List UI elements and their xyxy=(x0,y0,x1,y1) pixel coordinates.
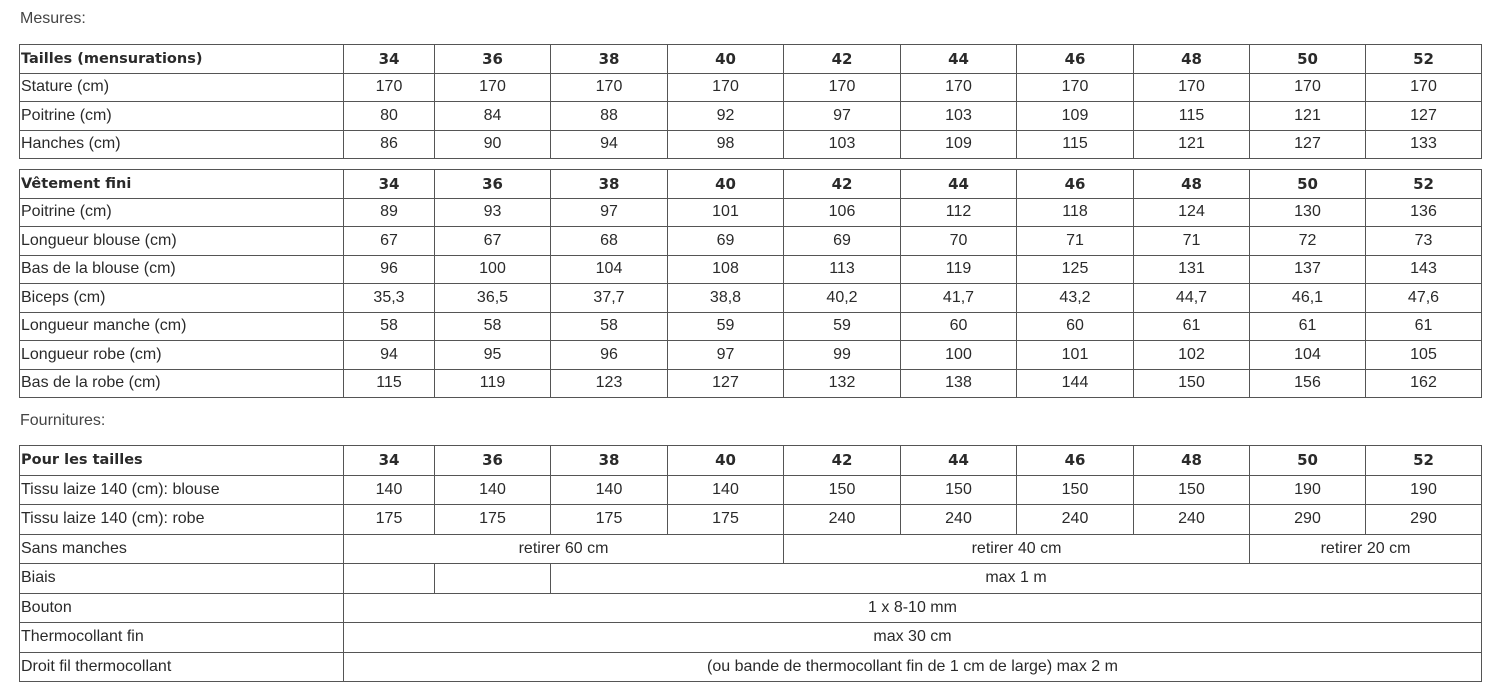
size-cell: 38 xyxy=(551,446,668,476)
biais-value: max 1 m xyxy=(551,564,1482,594)
table-cell: 121 xyxy=(1134,130,1250,159)
row-label: Longueur manche (cm) xyxy=(20,312,344,341)
table-cell: 95 xyxy=(435,341,551,370)
table-cell: 121 xyxy=(1250,102,1366,131)
table-cell: 115 xyxy=(344,369,435,398)
droit-fil-row xyxy=(20,652,1482,682)
fournitures-header-label: Pour les tailles xyxy=(20,446,344,476)
table-row xyxy=(20,341,1482,370)
table-cell: 59 xyxy=(784,312,901,341)
row-label: Biais xyxy=(20,564,344,594)
size-cell: 38 xyxy=(551,45,668,74)
table-cell: 119 xyxy=(901,255,1017,284)
row-label: Tissu laize 140 (cm): blouse xyxy=(20,475,344,505)
table-cell: 109 xyxy=(901,130,1017,159)
table-cell: 170 xyxy=(901,73,1017,102)
row-label: Longueur blouse (cm) xyxy=(20,227,344,256)
table-cell: 89 xyxy=(344,198,435,227)
size-cell: 40 xyxy=(668,170,784,199)
table-cell: 125 xyxy=(1017,255,1134,284)
bouton-row xyxy=(20,593,1482,623)
table-cell: 61 xyxy=(1134,312,1250,341)
table-cell: 140 xyxy=(668,475,784,505)
table-row xyxy=(20,198,1482,227)
size-cell: 44 xyxy=(901,446,1017,476)
size-cell: 36 xyxy=(435,170,551,199)
table-cell: 84 xyxy=(435,102,551,131)
table-cell: 133 xyxy=(1366,130,1482,159)
table-cell: 170 xyxy=(551,73,668,102)
table-cell: 72 xyxy=(1250,227,1366,256)
table-cell: 71 xyxy=(1134,227,1250,256)
table-cell: 94 xyxy=(551,130,668,159)
table-cell: 175 xyxy=(435,505,551,535)
table-cell: 240 xyxy=(901,505,1017,535)
table-cell: 143 xyxy=(1366,255,1482,284)
table-cell: 96 xyxy=(344,255,435,284)
mensurations-table xyxy=(19,44,1482,159)
row-label: Poitrine (cm) xyxy=(20,102,344,131)
table-cell: 124 xyxy=(1134,198,1250,227)
size-cell: 40 xyxy=(668,446,784,476)
table-cell: 190 xyxy=(1366,475,1482,505)
table-cell: 112 xyxy=(901,198,1017,227)
table-cell: 175 xyxy=(344,505,435,535)
sans-manches-group-1: retirer 60 cm xyxy=(344,534,784,564)
row-label: Droit fil thermocollant xyxy=(20,652,344,682)
table-cell: 127 xyxy=(1250,130,1366,159)
table-cell: 290 xyxy=(1250,505,1366,535)
table-cell: 92 xyxy=(668,102,784,131)
table-cell: 123 xyxy=(551,369,668,398)
table-cell: 40,2 xyxy=(784,284,901,313)
size-cell: 50 xyxy=(1250,170,1366,199)
table-cell: 140 xyxy=(344,475,435,505)
table-cell: 46,1 xyxy=(1250,284,1366,313)
table-cell: 70 xyxy=(901,227,1017,256)
table-cell: 109 xyxy=(1017,102,1134,131)
table-cell: 67 xyxy=(435,227,551,256)
table-cell: 58 xyxy=(344,312,435,341)
size-cell: 44 xyxy=(901,45,1017,74)
table-cell: 61 xyxy=(1366,312,1482,341)
size-cell: 34 xyxy=(344,170,435,199)
table-cell: 170 xyxy=(1134,73,1250,102)
size-cell: 52 xyxy=(1366,446,1482,476)
empty-cell xyxy=(435,564,551,594)
size-cell: 52 xyxy=(1366,45,1482,74)
table-cell: 170 xyxy=(344,73,435,102)
table-cell: 119 xyxy=(435,369,551,398)
table-cell: 150 xyxy=(1134,369,1250,398)
table-cell: 101 xyxy=(1017,341,1134,370)
table-cell: 97 xyxy=(784,102,901,131)
table-row xyxy=(20,475,1482,505)
table-cell: 38,8 xyxy=(668,284,784,313)
sans-manches-group-3: retirer 20 cm xyxy=(1250,534,1482,564)
table-cell: 140 xyxy=(435,475,551,505)
mesures-heading: Mesures: xyxy=(20,10,86,27)
row-label: Longueur robe (cm) xyxy=(20,341,344,370)
table-cell: 136 xyxy=(1366,198,1482,227)
empty-cell xyxy=(344,564,435,594)
table-cell: 150 xyxy=(1017,475,1134,505)
row-label: Bas de la robe (cm) xyxy=(20,369,344,398)
table-cell: 86 xyxy=(344,130,435,159)
table-cell: 170 xyxy=(1366,73,1482,102)
table-row xyxy=(20,73,1482,102)
table-cell: 37,7 xyxy=(551,284,668,313)
table-cell: 47,6 xyxy=(1366,284,1482,313)
header-row xyxy=(20,45,1482,74)
size-cell: 40 xyxy=(668,45,784,74)
size-cell: 38 xyxy=(551,170,668,199)
table-cell: 41,7 xyxy=(901,284,1017,313)
table-cell: 290 xyxy=(1366,505,1482,535)
row-label: Hanches (cm) xyxy=(20,130,344,159)
size-cell: 42 xyxy=(784,446,901,476)
table-cell: 80 xyxy=(344,102,435,131)
table-cell: 170 xyxy=(668,73,784,102)
table-cell: 150 xyxy=(784,475,901,505)
row-label: Sans manches xyxy=(20,534,344,564)
size-cell: 50 xyxy=(1250,446,1366,476)
table-cell: 115 xyxy=(1134,102,1250,131)
table-cell: 240 xyxy=(784,505,901,535)
table-cell: 144 xyxy=(1017,369,1134,398)
table-cell: 175 xyxy=(551,505,668,535)
row-label: Thermocollant fin xyxy=(20,623,344,653)
table-cell: 115 xyxy=(1017,130,1134,159)
table-cell: 150 xyxy=(1134,475,1250,505)
row-label: Biceps (cm) xyxy=(20,284,344,313)
table-cell: 36,5 xyxy=(435,284,551,313)
table-cell: 138 xyxy=(901,369,1017,398)
size-cell: 42 xyxy=(784,170,901,199)
table-cell: 190 xyxy=(1250,475,1366,505)
table-cell: 240 xyxy=(1017,505,1134,535)
table-cell: 97 xyxy=(668,341,784,370)
table-cell: 71 xyxy=(1017,227,1134,256)
table-cell: 103 xyxy=(784,130,901,159)
size-cell: 46 xyxy=(1017,170,1134,199)
sans-manches-group-2: retirer 40 cm xyxy=(784,534,1250,564)
table-cell: 98 xyxy=(668,130,784,159)
size-cell: 36 xyxy=(435,446,551,476)
table-cell: 69 xyxy=(784,227,901,256)
fournitures-table xyxy=(19,445,1482,682)
table-cell: 96 xyxy=(551,341,668,370)
size-cell: 34 xyxy=(344,45,435,74)
table-cell: 170 xyxy=(1017,73,1134,102)
size-cell: 52 xyxy=(1366,170,1482,199)
vetement-fini-table xyxy=(19,169,1482,398)
size-cell: 42 xyxy=(784,45,901,74)
table-cell: 170 xyxy=(435,73,551,102)
table-cell: 150 xyxy=(901,475,1017,505)
row-label: Stature (cm) xyxy=(20,73,344,102)
table-cell: 132 xyxy=(784,369,901,398)
table-cell: 127 xyxy=(1366,102,1482,131)
table-cell: 106 xyxy=(784,198,901,227)
sans-manches-row xyxy=(20,534,1482,564)
table-row xyxy=(20,312,1482,341)
table-cell: 175 xyxy=(668,505,784,535)
table-cell: 100 xyxy=(901,341,1017,370)
table-cell: 60 xyxy=(901,312,1017,341)
table-cell: 73 xyxy=(1366,227,1482,256)
table-cell: 90 xyxy=(435,130,551,159)
droit-fil-value: (ou bande de thermocollant fin de 1 cm de large) max 2 m xyxy=(344,652,1482,682)
table-cell: 69 xyxy=(668,227,784,256)
size-cell: 34 xyxy=(344,446,435,476)
table-cell: 137 xyxy=(1250,255,1366,284)
table-cell: 156 xyxy=(1250,369,1366,398)
table-cell: 140 xyxy=(551,475,668,505)
table-cell: 240 xyxy=(1134,505,1250,535)
table-cell: 127 xyxy=(668,369,784,398)
size-cell: 48 xyxy=(1134,45,1250,74)
table-cell: 60 xyxy=(1017,312,1134,341)
table-cell: 58 xyxy=(551,312,668,341)
header-label: Tailles (mensurations) xyxy=(20,45,344,74)
table-cell: 99 xyxy=(784,341,901,370)
row-label: Bouton xyxy=(20,593,344,623)
fournitures-heading: Fournitures: xyxy=(20,412,106,429)
table-cell: 162 xyxy=(1366,369,1482,398)
table-cell: 68 xyxy=(551,227,668,256)
table-cell: 35,3 xyxy=(344,284,435,313)
table-row xyxy=(20,102,1482,131)
table-cell: 170 xyxy=(1250,73,1366,102)
table-cell: 93 xyxy=(435,198,551,227)
thermocollant-row xyxy=(20,623,1482,653)
row-label: Bas de la blouse (cm) xyxy=(20,255,344,284)
table-cell: 101 xyxy=(668,198,784,227)
biais-row xyxy=(20,564,1482,594)
bouton-value: 1 x 8-10 mm xyxy=(344,593,1482,623)
table-cell: 43,2 xyxy=(1017,284,1134,313)
table-cell: 97 xyxy=(551,198,668,227)
table-row xyxy=(20,505,1482,535)
size-cell: 48 xyxy=(1134,446,1250,476)
table-cell: 67 xyxy=(344,227,435,256)
table-cell: 61 xyxy=(1250,312,1366,341)
header-row xyxy=(20,170,1482,199)
table-cell: 104 xyxy=(1250,341,1366,370)
header-label: Vêtement fini xyxy=(20,170,344,199)
size-cell: 46 xyxy=(1017,45,1134,74)
table-cell: 130 xyxy=(1250,198,1366,227)
table-cell: 104 xyxy=(551,255,668,284)
table-cell: 44,7 xyxy=(1134,284,1250,313)
size-cell: 36 xyxy=(435,45,551,74)
table-cell: 105 xyxy=(1366,341,1482,370)
size-cell: 48 xyxy=(1134,170,1250,199)
size-cell: 46 xyxy=(1017,446,1134,476)
table-cell: 88 xyxy=(551,102,668,131)
size-cell: 44 xyxy=(901,170,1017,199)
table-cell: 59 xyxy=(668,312,784,341)
row-label: Poitrine (cm) xyxy=(20,198,344,227)
table-cell: 131 xyxy=(1134,255,1250,284)
table-cell: 108 xyxy=(668,255,784,284)
table-cell: 170 xyxy=(784,73,901,102)
size-cell: 50 xyxy=(1250,45,1366,74)
thermocollant-value: max 30 cm xyxy=(344,623,1482,653)
table-cell: 118 xyxy=(1017,198,1134,227)
table-row xyxy=(20,284,1482,313)
table-cell: 94 xyxy=(344,341,435,370)
table-row xyxy=(20,369,1482,398)
table-cell: 113 xyxy=(784,255,901,284)
table-row xyxy=(20,130,1482,159)
table-cell: 102 xyxy=(1134,341,1250,370)
table-row xyxy=(20,255,1482,284)
table-row xyxy=(20,227,1482,256)
fournitures-header-row xyxy=(20,446,1482,476)
table-cell: 100 xyxy=(435,255,551,284)
row-label: Tissu laize 140 (cm): robe xyxy=(20,505,344,535)
table-cell: 58 xyxy=(435,312,551,341)
table-cell: 103 xyxy=(901,102,1017,131)
